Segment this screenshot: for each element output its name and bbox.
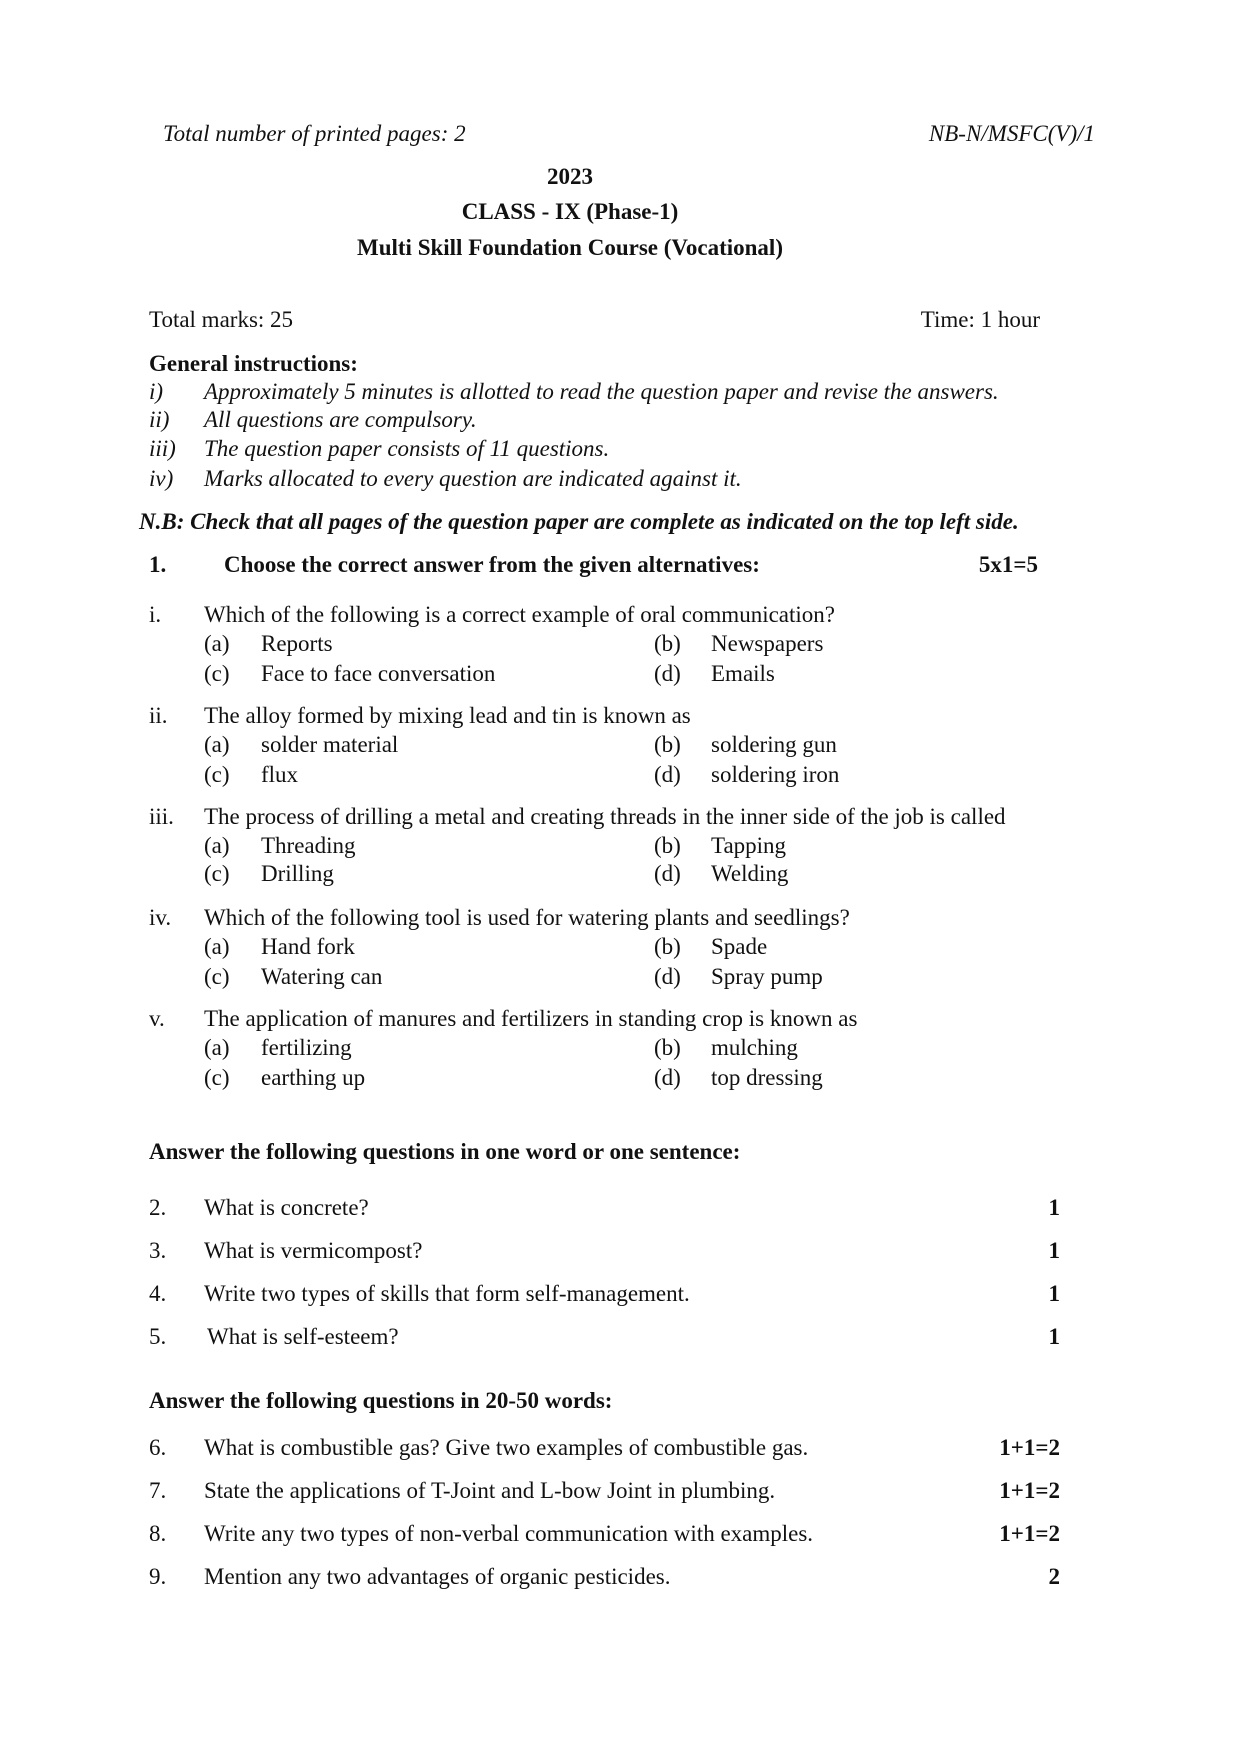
option-text: Reports (261, 631, 333, 656)
option-text: Tapping (711, 833, 787, 858)
question-number: ii. (149, 703, 168, 728)
option-text: Newspapers (711, 631, 824, 656)
option-label: (d) (654, 762, 681, 787)
option-text: Drilling (261, 861, 334, 886)
question-number: 4. (149, 1281, 167, 1306)
option-label: (d) (654, 861, 681, 886)
option-label: (a) (204, 833, 230, 858)
question-text: What is self-esteem? (207, 1324, 399, 1349)
question-marks: 1 (1048, 1195, 1060, 1220)
question-marks: 1 (1048, 1238, 1060, 1263)
question-text: What is concrete? (204, 1195, 369, 1220)
instruction-text: The question paper consists of 11 questions. (204, 436, 610, 461)
question-number: 9. (149, 1564, 167, 1589)
option-text: Emails (711, 661, 775, 686)
question-text: Which of the following tool is used for watering plants and seedlings? (204, 905, 850, 930)
question-marks: 1 (1048, 1281, 1060, 1306)
exam-year: 2023 (547, 164, 593, 189)
option-label: (c) (204, 661, 230, 686)
instruction-number: iv) (149, 466, 174, 491)
option-text: top dressing (711, 1065, 823, 1090)
question-number: 2. (149, 1195, 167, 1220)
question-text: Which of the following is a correct example of oral communication? (204, 602, 835, 627)
question-marks: 1+1=2 (999, 1435, 1060, 1460)
question-number: iii. (149, 804, 174, 829)
option-text: Watering can (261, 964, 383, 989)
question-number: iv. (149, 905, 172, 930)
question-number: 6. (149, 1435, 167, 1460)
question-marks: 1 (1048, 1324, 1060, 1349)
instruction-text: All questions are compulsory. (204, 407, 477, 432)
option-text: Spray pump (711, 964, 823, 989)
option-label: (b) (654, 732, 681, 757)
option-text: earthing up (261, 1065, 366, 1090)
option-label: (b) (654, 833, 681, 858)
question-marks: 2 (1048, 1564, 1060, 1589)
option-text: soldering iron (711, 762, 840, 787)
question-text: The alloy formed by mixing lead and tin is known as (204, 703, 691, 728)
option-label: (b) (654, 934, 681, 959)
question-number: i. (149, 602, 162, 627)
question-number: 5. (149, 1324, 167, 1349)
option-label: (c) (204, 762, 230, 787)
option-text: Welding (711, 861, 789, 886)
exam-time: Time: 1 hour (920, 307, 1040, 332)
question-text: The process of drilling a metal and creating threads in the inner side of the job is called (204, 804, 1006, 829)
option-label: (a) (204, 1035, 230, 1060)
option-label: (c) (204, 861, 230, 886)
question-text: Mention any two advantages of organic pesticides. (204, 1564, 671, 1589)
option-label: (d) (654, 1065, 681, 1090)
printed-pages-note: Total number of printed pages: 2 (163, 121, 466, 146)
option-text: Face to face conversation (261, 661, 496, 686)
question-text: What is vermicompost? (204, 1238, 423, 1263)
instruction-number: ii) (149, 407, 170, 432)
option-text: fertilizing (261, 1035, 352, 1060)
question-text: What is combustible gas? Give two examples of combustible gas. (204, 1435, 809, 1460)
question-marks: 1+1=2 (999, 1478, 1060, 1503)
instruction-text: Approximately 5 minutes is allotted to read the question paper and revise the answers. (204, 379, 999, 404)
instruction-text: Marks allocated to every question are indicated against it. (204, 466, 742, 491)
option-label: (d) (654, 661, 681, 686)
question-text: The application of manures and fertilizers in standing crop is known as (204, 1006, 858, 1031)
option-label: (c) (204, 1065, 230, 1090)
instruction-number: iii) (149, 436, 176, 461)
option-label: (b) (654, 631, 681, 656)
section1-marks: 5x1=5 (978, 552, 1038, 577)
class-title: CLASS - IX (Phase-1) (461, 199, 679, 224)
option-label: (a) (204, 934, 230, 959)
option-label: (d) (654, 964, 681, 989)
question-number: v. (149, 1006, 165, 1031)
option-text: Threading (261, 833, 356, 858)
question-text: Write two types of skills that form self-management. (204, 1281, 690, 1306)
option-label: (b) (654, 1035, 681, 1060)
nb-note: N.B: Check that all pages of the question paper are complete as indicated on the top left side. (139, 509, 1019, 534)
option-text: mulching (711, 1035, 798, 1060)
section2-title: Answer the following questions in one word or one sentence: (149, 1139, 741, 1164)
question-text: Write any two types of non-verbal communication with examples. (204, 1521, 814, 1546)
paper-code: NB-N/MSFC(V)/1 (928, 121, 1095, 146)
instructions-heading: General instructions: (149, 351, 358, 376)
question-number: 8. (149, 1521, 167, 1546)
option-label: (a) (204, 732, 230, 757)
option-label: (a) (204, 631, 230, 656)
section1-number: 1. (149, 552, 167, 577)
total-marks: Total marks: 25 (149, 307, 294, 332)
question-number: 3. (149, 1238, 167, 1263)
option-text: flux (261, 762, 299, 787)
course-title: Multi Skill Foundation Course (Vocational) (357, 235, 783, 260)
option-text: soldering gun (711, 732, 837, 757)
option-label: (c) (204, 964, 230, 989)
question-marks: 1+1=2 (999, 1521, 1060, 1546)
option-text: Hand fork (261, 934, 355, 959)
option-text: solder material (261, 732, 399, 757)
section3-title: Answer the following questions in 20-50 words: (149, 1388, 613, 1413)
question-text: State the applications of T-Joint and L-bow Joint in plumbing. (204, 1478, 776, 1503)
section1-title: Choose the correct answer from the given alternatives: (224, 552, 760, 577)
instruction-number: i) (149, 379, 164, 404)
option-text: Spade (711, 934, 768, 959)
question-number: 7. (149, 1478, 167, 1503)
